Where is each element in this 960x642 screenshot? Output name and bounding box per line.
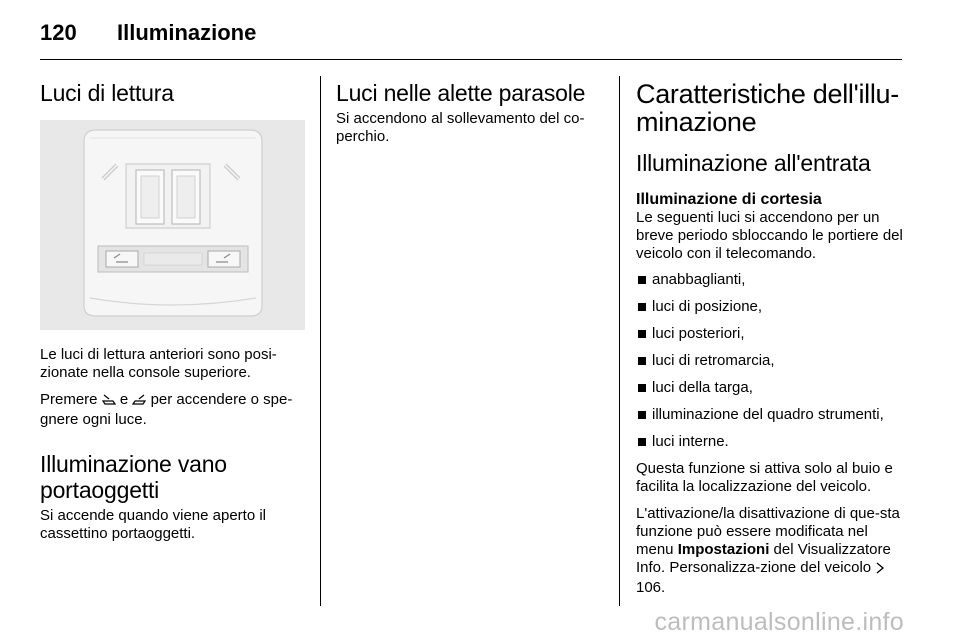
list-item: luci interne. bbox=[636, 433, 906, 451]
list-item: luci posteriori, bbox=[636, 325, 906, 343]
column-divider-2 bbox=[619, 76, 620, 606]
darkness-condition-text: Questa funzione si attiva solo al buio e facilita la localizzazione del veicolo. bbox=[636, 460, 893, 495]
courtesy-lighting-intro: Le seguenti luci si accendono per un breve periodo sbloccando le portiere del veicolo con il telecomando. bbox=[636, 209, 903, 262]
section-title-courtesy-lighting: Illuminazione di cortesia bbox=[636, 191, 822, 208]
list-item: anabbaglianti, bbox=[636, 271, 906, 289]
page-number: 120 bbox=[40, 20, 77, 45]
settings-menu-name: Impostazioni bbox=[677, 541, 770, 558]
page-reference-number[interactable]: 106. bbox=[636, 579, 666, 596]
column-divider-1 bbox=[320, 76, 321, 606]
reading-light-left-icon bbox=[102, 392, 116, 411]
section-title-entry-lighting: Illuminazione all'entrata bbox=[636, 150, 871, 176]
column-2 bbox=[336, 80, 606, 146]
courtesy-lights-list bbox=[636, 271, 906, 451]
list-item: luci di retromarcia, bbox=[636, 352, 906, 370]
list-item: luci della targa, bbox=[636, 379, 906, 397]
watermark-text: carmanualsonline.info bbox=[654, 608, 904, 636]
glovebox-light-text: Si accende quando viene aperto il cassettino portaoggetti. bbox=[40, 507, 266, 542]
page-header bbox=[40, 18, 902, 62]
column-3 bbox=[636, 80, 906, 597]
overhead-console-illustration bbox=[40, 120, 305, 330]
reading-light-right-icon bbox=[132, 392, 146, 411]
header-rule bbox=[40, 59, 902, 60]
settings-menu-text: L'attivazione/la disattivazione di que-sta funzione può essere modificata nel menu Impostazioni del Visualizzatore Info. Personalizza-zione del veicolo 106. bbox=[636, 505, 900, 596]
section-title-glovebox-light: Illuminazione vano portaoggetti bbox=[40, 451, 227, 503]
column-1 bbox=[40, 80, 305, 543]
section-title-sunvisor-lights: Luci nelle alette parasole bbox=[336, 80, 586, 106]
reading-lights-instruction: Premere e per accendere o spe-gnere ogni luce. bbox=[40, 391, 293, 428]
page-reference-icon bbox=[875, 561, 885, 579]
section-title-reading-lights: Luci di lettura bbox=[40, 80, 174, 106]
sunvisor-lights-text: Si accendono al sollevamento del co-perchio. bbox=[336, 110, 585, 145]
section-title-lighting-features: Caratteristiche dell'illu-minazione bbox=[636, 79, 899, 137]
chapter-title: Illuminazione bbox=[117, 20, 257, 45]
list-item: illuminazione del quadro strumenti, bbox=[636, 406, 906, 424]
reading-lights-location-text: Le luci di lettura anteriori sono posi-zionate nella console superiore. bbox=[40, 346, 277, 381]
reading-lights-figure bbox=[40, 120, 305, 330]
list-item: luci di posizione, bbox=[636, 298, 906, 316]
